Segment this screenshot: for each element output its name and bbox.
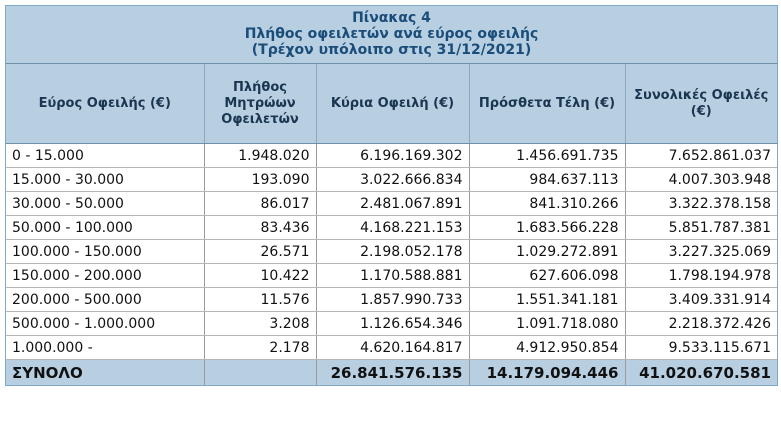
debt-range-table <box>6 64 777 385</box>
debtor-count-cell: 11.576 <box>204 288 316 312</box>
table-row <box>6 144 777 168</box>
total-debtor-count <box>204 360 316 386</box>
table-number: Πίνακας 4 <box>352 10 431 26</box>
fees-cell: 1.456.691.735 <box>469 144 625 168</box>
principal-cell: 1.126.654.346 <box>316 312 469 336</box>
principal-cell: 4.168.221.153 <box>316 216 469 240</box>
range-cell: 100.000 - 150.000 <box>6 240 204 264</box>
fees-cell: 1.029.272.891 <box>469 240 625 264</box>
principal-cell: 2.481.067.891 <box>316 192 469 216</box>
header-row <box>6 64 777 144</box>
header-principal-debt: Κύρια Οφειλή (€) <box>316 64 469 144</box>
range-cell: 500.000 - 1.000.000 <box>6 312 204 336</box>
principal-cell: 6.196.169.302 <box>316 144 469 168</box>
range-cell: 30.000 - 50.000 <box>6 192 204 216</box>
total-cell: 4.007.303.948 <box>625 168 777 192</box>
fees-cell: 1.551.341.181 <box>469 288 625 312</box>
debtor-count-cell: 26.571 <box>204 240 316 264</box>
debtor-count-cell: 10.422 <box>204 264 316 288</box>
table-row <box>6 288 777 312</box>
debtor-count-cell: 86.017 <box>204 192 316 216</box>
table-subtitle: (Τρέχον υπόλοιπο στις 31/12/2021) <box>251 42 532 58</box>
debtor-count-cell: 1.948.020 <box>204 144 316 168</box>
header-total-debts: Συνολικές Οφειλές (€) <box>625 64 777 144</box>
principal-cell: 4.620.164.817 <box>316 336 469 360</box>
table-row <box>6 336 777 360</box>
principal-cell: 1.857.990.733 <box>316 288 469 312</box>
total-debts: 41.020.670.581 <box>625 360 777 386</box>
total-cell: 3.322.378.158 <box>625 192 777 216</box>
total-row <box>6 360 777 386</box>
total-cell: 3.227.325.069 <box>625 240 777 264</box>
debt-range-table-container <box>5 5 778 386</box>
table-row <box>6 264 777 288</box>
range-cell: 200.000 - 500.000 <box>6 288 204 312</box>
principal-cell: 3.022.666.834 <box>316 168 469 192</box>
total-cell: 3.409.331.914 <box>625 288 777 312</box>
table-row <box>6 168 777 192</box>
header-debt-range: Εύρος Οφειλής (€) <box>6 64 204 144</box>
range-cell: 150.000 - 200.000 <box>6 264 204 288</box>
fees-cell: 4.912.950.854 <box>469 336 625 360</box>
total-cell: 9.533.115.671 <box>625 336 777 360</box>
debtor-count-cell: 2.178 <box>204 336 316 360</box>
table-row <box>6 192 777 216</box>
header-additional-fees: Πρόσθετα Τέλη (€) <box>469 64 625 144</box>
range-cell: 0 - 15.000 <box>6 144 204 168</box>
debtor-count-cell: 193.090 <box>204 168 316 192</box>
total-label: ΣΥΝΟΛΟ <box>6 360 204 386</box>
range-cell: 1.000.000 - <box>6 336 204 360</box>
table-row <box>6 240 777 264</box>
fees-cell: 1.091.718.080 <box>469 312 625 336</box>
total-principal: 26.841.576.135 <box>316 360 469 386</box>
total-cell: 1.798.194.978 <box>625 264 777 288</box>
fees-cell: 984.637.113 <box>469 168 625 192</box>
table-title: Πλήθος οφειλετών ανά εύρος οφειλής <box>244 26 539 42</box>
debtor-count-cell: 83.436 <box>204 216 316 240</box>
debtor-count-cell: 3.208 <box>204 312 316 336</box>
total-cell: 7.652.861.037 <box>625 144 777 168</box>
total-cell: 2.218.372.426 <box>625 312 777 336</box>
principal-cell: 2.198.052.178 <box>316 240 469 264</box>
header-debtor-count: Πλήθος Μητρώων Οφειλετών <box>204 64 316 144</box>
fees-cell: 1.683.566.228 <box>469 216 625 240</box>
principal-cell: 1.170.588.881 <box>316 264 469 288</box>
fees-cell: 627.606.098 <box>469 264 625 288</box>
total-fees: 14.179.094.446 <box>469 360 625 386</box>
table-title-block <box>6 6 777 64</box>
range-cell: 15.000 - 30.000 <box>6 168 204 192</box>
table-row <box>6 312 777 336</box>
total-cell: 5.851.787.381 <box>625 216 777 240</box>
range-cell: 50.000 - 100.000 <box>6 216 204 240</box>
table-row <box>6 216 777 240</box>
fees-cell: 841.310.266 <box>469 192 625 216</box>
